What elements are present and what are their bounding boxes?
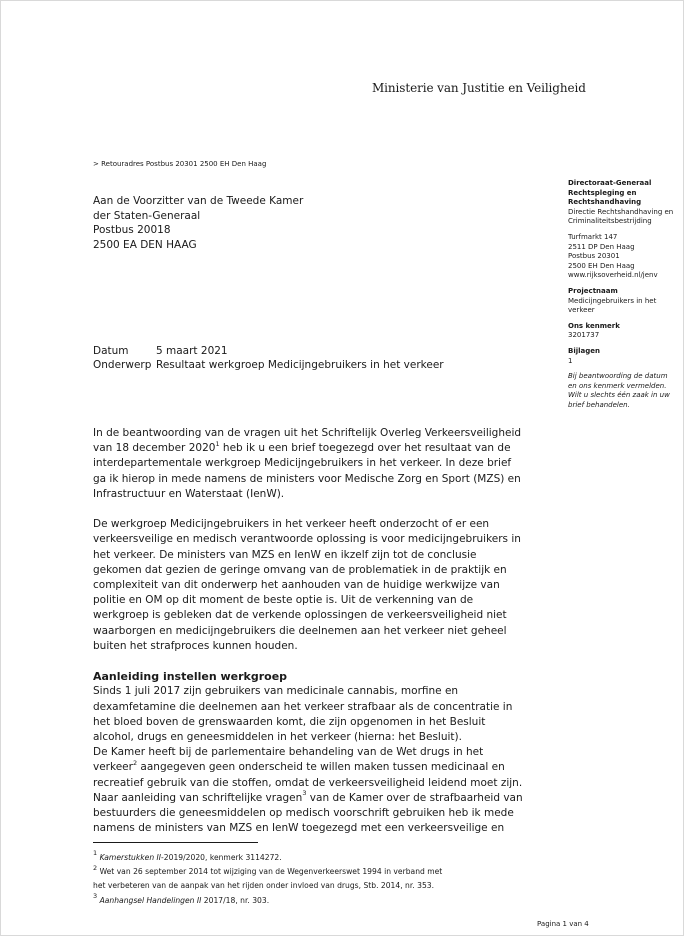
sidebar-directorate: Directie Rechtshandhaving en xyxy=(568,207,674,216)
subject-value: Resultaat werkgroep Medicijngebruikers in het verkeer xyxy=(156,358,444,371)
reply-note: Wilt u slechts één zaak in uw xyxy=(568,391,670,400)
body-line: ga ik hierop in mede namens de ministers voor Medische Zorg en Sport (MZS) en xyxy=(93,472,521,485)
recipient-line: Postbus 20018 xyxy=(93,224,171,236)
body-line: van 18 december 2020$^1$ heb ik u een brief toegezegd over het resultaat van de xyxy=(93,439,511,455)
reply-note: brief behandelen. xyxy=(568,400,630,409)
sidebar-dept: Directoraat-Generaal xyxy=(568,179,652,187)
body-line: dexamfetamine die deelnemen aan het verkeer strafbaar als de concentratie in xyxy=(93,700,513,713)
footnotes xyxy=(93,851,442,908)
kenmerk-label: Ons kenmerk xyxy=(568,321,620,330)
section-heading: Aanleiding instellen werkgroep xyxy=(93,670,288,684)
body-line: gekomen dat gezien de geringe omvang van de problematiek in de praktijk en xyxy=(93,563,507,576)
sidebar-dept: Rechtspleging en xyxy=(568,188,637,197)
footnote-3: $^3$ Aanhangsel Handelingen II 2017/18, nr. 303. xyxy=(93,892,270,905)
body-line: complexiteit van dit onderwerp het aanhouden van de huidige werkwijze van xyxy=(93,579,500,592)
body-line: De werkgroep Medicijngebruikers in het verkeer heeft onderzocht of er een xyxy=(93,518,490,531)
sidebar-website-link[interactable]: www.rijksoverheid.nl/jenv xyxy=(568,271,658,280)
sidebar xyxy=(568,179,682,410)
body-line: namens de ministers van MZS en IenW toegezegd met een verkeersveilige en xyxy=(93,822,505,835)
bijlagen-value: 1 xyxy=(568,356,573,365)
body-line: politie en OM op dit moment de beste optie is. Uit de verkenning van de xyxy=(93,594,474,607)
paragraph-3 xyxy=(93,684,533,836)
footnote-ref[interactable]: 1 xyxy=(215,439,220,448)
recipient-line: 2500 EA DEN HAAG xyxy=(93,238,197,251)
body-line: werkgroep is gebleken dat de verkende oplossingen de verkeersveiligheid niet xyxy=(93,609,507,622)
footnote-2-cont: het verbeteren van de aanpak van het rijden onder invloed van drugs, Stb. 2014, nr. 353. xyxy=(93,881,435,891)
sidebar-address-line: 2511 DP Den Haag xyxy=(568,242,635,251)
letter-body xyxy=(93,426,533,836)
sidebar-address-line: Turfmarkt 147 xyxy=(568,232,618,241)
body-line: verkeersveilige en medisch verantwoorde oplossing is voor medicijngebruikers in xyxy=(93,533,521,546)
footnote-2: $^2$ Wet van 26 september 2014 tot wijziging van de Wegenverkeerswet 1994 in verband met xyxy=(93,863,443,877)
ministry-name: Ministerie van Justitie en Veiligheid xyxy=(372,81,586,95)
recipient-line: der Staten-Generaal xyxy=(93,209,201,222)
body-line: recreatief gebruik van die stoffen, omdat de verkeersveiligheid leidend moet zijn. xyxy=(93,776,523,789)
return-address: > Retouradres Postbus 20301 2500 EH Den Haag xyxy=(93,160,267,168)
projectnaam-label: Projectnaam xyxy=(568,286,618,295)
footnote-1: $^1$ Kamerstukken II-2019/2020, kenmerk 3114272. xyxy=(93,849,282,862)
footnote-divider xyxy=(93,842,258,843)
body-line: het bloed boven de grenswaarden komt, die zijn opgenomen in het Besluit xyxy=(93,715,486,728)
bijlagen-label: Bijlagen xyxy=(568,346,600,355)
body-line: Sinds 1 juli 2017 zijn gebruikers van medicinale cannabis, morfine en xyxy=(93,685,459,698)
body-line: bestuurders die geneesmiddelen op medisch voorschrift gebruiken heb ik mede xyxy=(93,807,514,820)
body-line: In de beantwoording van de vragen uit het Schriftelijk Overleg Verkeersveiligheid xyxy=(93,427,522,439)
body-line: interdepartementale werkgroep Medicijngebruikers in het verkeer. In deze brief xyxy=(93,457,512,470)
sidebar-address-line: 2500 EH Den Haag xyxy=(568,261,635,270)
recipient-address xyxy=(93,194,303,252)
paragraph-1 xyxy=(93,426,533,502)
body-line: alcohol, drugs en geneesmiddelen in het verkeer (hierna: het Besluit). xyxy=(93,731,462,744)
sidebar-dept: Rechtshandhaving xyxy=(568,198,642,207)
date-label: Datum xyxy=(93,345,129,357)
body-line: verkeer$^2$ aangegeven geen onderscheid te willen maken tussen medicinaal en xyxy=(93,758,505,774)
sidebar-address-line: Postbus 20301 xyxy=(568,252,620,261)
body-line: De Kamer heeft bij de parlementaire behandeling van de Wet drugs in het xyxy=(93,746,484,759)
footnote-ref[interactable]: 2 xyxy=(132,758,138,767)
recipient-line: Aan de Voorzitter van de Tweede Kamer xyxy=(93,195,304,207)
kenmerk-value: 3201737 xyxy=(568,331,600,340)
projectnaam-value: Medicijngebruikers in het xyxy=(568,296,657,305)
body-line: het verkeer. De ministers van MZS en IenW en ikzelf zijn tot de conclusie xyxy=(93,548,477,561)
paragraph-2 xyxy=(93,517,533,654)
reply-note: en ons kenmerk vermelden. xyxy=(568,381,667,390)
page-number: Pagina 1 van 4 xyxy=(537,920,589,928)
footnote-ref[interactable]: 3 xyxy=(302,789,307,798)
date-value: 5 maart 2021 xyxy=(156,345,228,357)
projectnaam-value: verkeer xyxy=(568,306,595,315)
body-line: Infrastructuur en Waterstaat (IenW). xyxy=(93,487,285,500)
letter-meta xyxy=(93,345,444,372)
body-line: buiten het strafproces kunnen houden. xyxy=(93,639,298,652)
subject-label: Onderwerp xyxy=(93,358,152,371)
body-line: Naar aanleiding van schriftelijke vragen$^3$ van de Kamer over de strafbaarheid van xyxy=(93,789,523,804)
body-line: waarborgen en medicijngebruikers die deelnemen aan het verkeer niet geheel xyxy=(93,624,507,637)
reply-note: Bij beantwoording de datum xyxy=(568,372,668,381)
sidebar-directorate: Criminaliteitsbestrijding xyxy=(568,217,652,226)
